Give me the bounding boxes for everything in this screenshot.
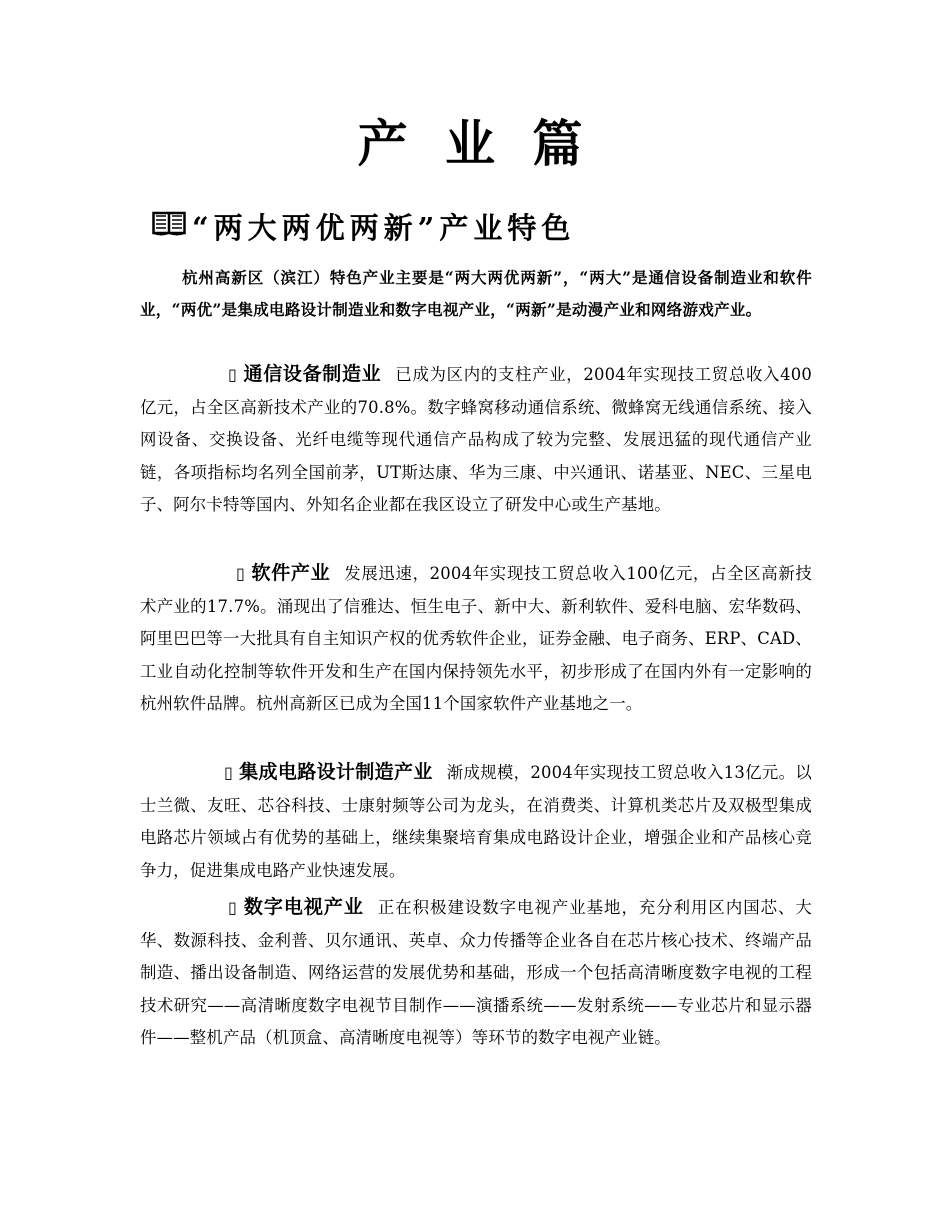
- intro-paragraph: 杭州高新区（滨江）特色产业主要是“两大两优两新”，“两大”是通信设备制造业和软件业，“两优”是集成电路设计制造业和数字电视产业，“两新”是动漫产业和网络游戏产业。: [140, 268, 812, 319]
- industry-paragraph-software: [140, 557, 812, 721]
- bullet-icon: ▯: [228, 365, 238, 384]
- open-book-icon: [152, 209, 186, 243]
- industry-label: 通信设备制造业: [243, 363, 382, 385]
- industry-text: 已成为区内的支柱产业，2004年实现技工贸总收入400亿元，占全区高新技术产业的70.8%。数字蜂窝移动通信系统、微蜂窝无线通信系统、接入网设备、交换设备、光纤电缆等现代通信产品构成了较为完整、发展迅猛的现代通信产业链，各项指标均名列全国前茅，UT斯达康、华为三康、中兴通讯、诺基亚、NEC、三星电子、阿尔卡特等国内、外知名企业都在我区设立了研发中心或生产基地。: [140, 365, 812, 514]
- industry-label: 数字电视产业: [243, 896, 364, 918]
- industry-label: 集成电路设计制造产业: [239, 761, 433, 783]
- industry-paragraph-digital-tv: [140, 891, 812, 1055]
- industry-text: 正在积极建设数字电视产业基地，充分利用区内国芯、大华、数源科技、金利普、贝尔通讯、英卓、众力传播等企业各自在芯片核心技术、终端产品制造、播出设备制造、网络运营的发展优势和基础，形成一个包括高清晰度数字电视的工程技术研究——高清晰度数字电视节目制作——演播系统——发射系统——专业芯片和显示器件——整机产品（机顶盒、高清晰度电视等）等环节的数字电视产业链。: [140, 898, 813, 1047]
- industry-label: 软件产业: [251, 562, 331, 584]
- industry-paragraph-ic: [140, 756, 812, 887]
- bullet-icon: ▯: [228, 898, 238, 917]
- section-heading-text: “两大两优两新”产业特色: [192, 210, 576, 245]
- page-title: 产 业 篇: [357, 114, 593, 173]
- industry-text: 渐成规模，2004年实现技工贸总收入13亿元。以士兰微、友旺、芯谷科技、士康射频等公司为龙头，在消费类、计算机类芯片及双极型集成电路芯片领域占有优势的基础上，继续集聚培育集成电路设计企业，增强企业和产品核心竞争力，促进集成电路产业快速发展。: [140, 763, 812, 880]
- industry-text: 发展迅速，2004年实现技工贸总收入100亿元，占全区高新技术产业的17.7%。涌现出了信雅达、恒生电子、新中大、新利软件、爱科电脑、宏华数码、阿里巴巴等一大批具有自主知识产权的优秀软件企业，证券金融、电子商务、ERP、CAD、工业自动化控制等软件开发和生产在国内保持领先水平，初步形成了在国内外有一定影响的杭州软件品牌。杭州高新区已成为全国11个国家软件产业基地之一。: [140, 564, 812, 713]
- bullet-icon: ▯: [236, 564, 246, 583]
- industry-paragraph-telecom: [140, 358, 812, 522]
- bullet-icon: ▯: [224, 763, 234, 782]
- section-heading: [152, 206, 575, 246]
